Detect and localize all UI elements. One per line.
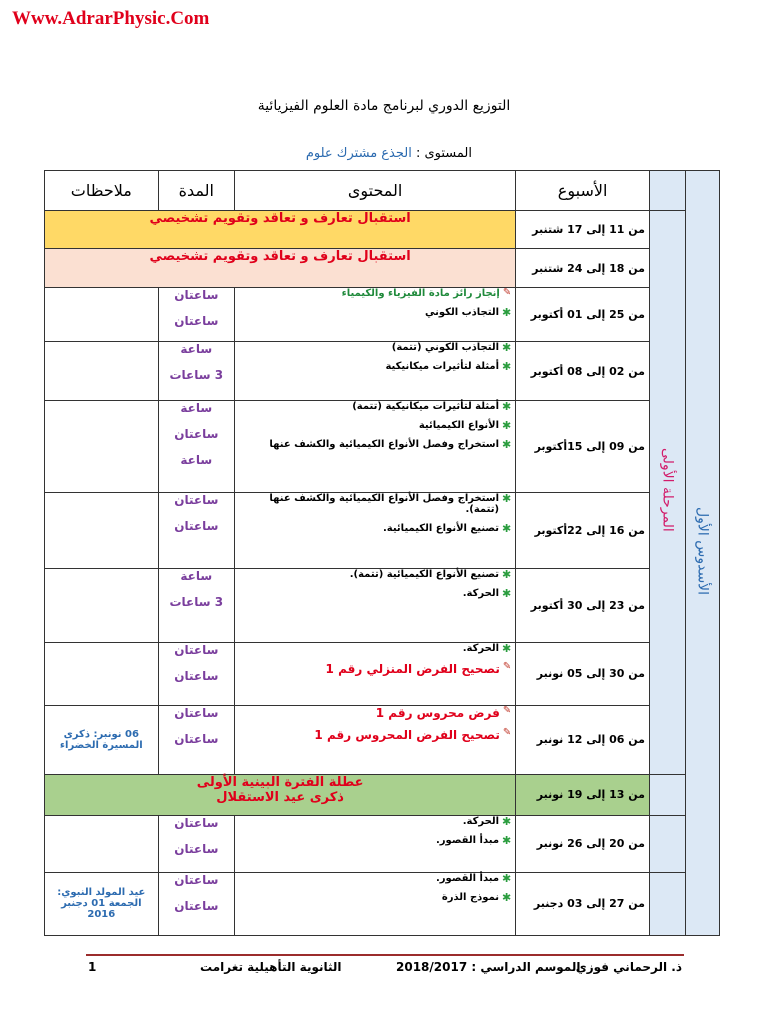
duration-cell: [158, 492, 234, 568]
content-item: [239, 401, 511, 412]
footer-page-number: 1: [88, 960, 97, 974]
notes-cell: [45, 288, 159, 342]
content-cell: [235, 872, 516, 935]
notes-cell: [45, 342, 159, 401]
asterisk-icon: ✱: [502, 587, 512, 601]
content-item-text: مبدأ القصور.: [436, 834, 500, 846]
duration-value: ساعتان: [174, 841, 219, 856]
week-row: [45, 705, 720, 774]
notes-cell: [45, 815, 159, 872]
content-item-text: الأنواع الكيميائية: [418, 420, 500, 432]
header-duration: المدة: [158, 171, 234, 211]
asterisk-icon: ✱: [502, 833, 512, 847]
asterisk-icon: ✱: [502, 568, 512, 582]
content-item: [239, 588, 511, 599]
content-item-text: التجاذب الكوني: [425, 307, 500, 319]
content-item: [239, 420, 511, 431]
week-range: من 25 إلى 01 أكتوبر: [516, 288, 650, 342]
schedule-body: [45, 171, 720, 936]
holiday-line-1: عطلة الفترة البينية الأولى: [196, 774, 364, 790]
notes-cell: [45, 642, 159, 705]
duration-value: 3 ساعات: [169, 368, 224, 383]
week-row: [45, 642, 720, 705]
content-item-text: الحركة.: [462, 588, 500, 600]
duration-value: ساعتان: [174, 492, 219, 507]
content-cell: [235, 569, 516, 642]
content-item-text: استخراج وفصل الأنواع الكيميائية والكشف عنها: [269, 439, 500, 451]
content-item-text: التجاذب الكوني (تتمة): [391, 342, 500, 354]
notes-cell: 06 نونبر: ذكرى المسيرة الخضراء: [45, 705, 159, 774]
header-notes: ملاحظات: [45, 171, 159, 211]
asterisk-icon: ✱: [502, 890, 512, 904]
notes-cell: عيد المولد النبوي: الجمعة 01 دجنبر 2016: [45, 872, 159, 935]
document-title: التوزيع الدوري لبرنامج مادة العلوم الفيزيائية: [257, 98, 511, 114]
banner-row: [45, 249, 720, 288]
content-cell: [235, 642, 516, 705]
content-item-text: نموذج الذرة: [441, 891, 500, 903]
phase-cell: [649, 210, 685, 774]
pencil-icon: ✎: [502, 287, 512, 299]
week-range: من 20 إلى 26 نونبر: [516, 815, 650, 872]
asterisk-icon: ✱: [502, 306, 512, 320]
schedule-table: [44, 170, 720, 936]
level-value: الجذع مشترك علوم: [305, 146, 412, 161]
week-range: من 16 إلى 22أكتوبر: [516, 492, 650, 568]
content-item: [239, 662, 511, 676]
duration-value: ساعتان: [174, 898, 219, 913]
content-item-text: إنجاز رائز مادة الفيزياء والكيمياء: [341, 288, 500, 300]
notes-cell: [45, 569, 159, 642]
duration-cell: [158, 705, 234, 774]
content-item: [239, 342, 511, 353]
content-cell: [235, 815, 516, 872]
content-item: [239, 835, 511, 846]
content-item: [239, 643, 511, 654]
content-item-text: مبدأ القصور.: [436, 872, 500, 884]
footer-school: الثانوية التأهيلية تغرامت: [200, 960, 342, 974]
phase-blank: [649, 815, 685, 872]
week-range: من 13 إلى 19 نونبر: [516, 774, 650, 815]
content-item: [239, 816, 511, 827]
duration-cell: [158, 815, 234, 872]
duration-cell: [158, 342, 234, 401]
duration-value: ساعتان: [174, 705, 219, 720]
asterisk-icon: ✱: [502, 360, 512, 374]
duration-value: ساعتان: [174, 872, 219, 887]
week-range: من 09 إلى 15أكتوبر: [516, 401, 650, 493]
asterisk-icon: ✱: [502, 491, 512, 505]
asterisk-icon: ✱: [502, 400, 512, 414]
duration-value: ساعتان: [174, 288, 219, 303]
duration-value: ساعتان: [174, 427, 219, 442]
banner-text: استقبال تعارف و تعاقد وتقويم تشخيصي: [45, 210, 516, 249]
level-line: [306, 146, 472, 161]
duration-value: ساعة: [180, 569, 213, 584]
content-item-text: أمثلة لتأثيرات ميكانيكية: [385, 361, 500, 373]
banner-text: استقبال تعارف و تعاقد وتقويم تشخيصي: [45, 249, 516, 288]
content-item: [239, 873, 511, 884]
site-link[interactable]: Www.AdrarPhysic.Com: [12, 8, 210, 29]
content-item-text: تصنيع الأنواع الكيميائية.: [382, 522, 500, 534]
duration-cell: [158, 569, 234, 642]
content-item-text: فرض محروس رقم 1: [375, 705, 500, 720]
phase-blank: [649, 872, 685, 935]
week-range: من 11 إلى 17 شتنبر: [516, 210, 650, 249]
content-item: [239, 892, 511, 903]
week-row: [45, 401, 720, 493]
header-week: الأسبوع: [516, 171, 650, 211]
pencil-icon: ✎: [502, 704, 512, 716]
content-item: [239, 288, 511, 299]
duration-cell: [158, 642, 234, 705]
content-cell: [235, 288, 516, 342]
content-item-text: تصنيع الأنواع الكيميائية (تتمة).: [349, 569, 500, 581]
header-row: [45, 171, 720, 211]
pencil-icon: ✎: [502, 660, 512, 672]
week-range: من 06 إلى 12 نونبر: [516, 705, 650, 774]
header-content: المحتوى: [235, 171, 516, 211]
holiday-row: [45, 774, 720, 815]
asterisk-icon: ✱: [502, 814, 512, 828]
content-item: [239, 706, 511, 720]
footer-divider: [86, 954, 684, 956]
banner-row: [45, 210, 720, 249]
week-row: [45, 569, 720, 642]
week-range: من 27 إلى 03 دجنبر: [516, 872, 650, 935]
duration-value: ساعة: [180, 401, 213, 416]
phase-blank: [649, 774, 685, 815]
asterisk-icon: ✱: [502, 521, 512, 535]
holiday-text: [45, 774, 516, 815]
week-range: من 18 إلى 24 شتنبر: [516, 249, 650, 288]
content-cell: [235, 401, 516, 493]
week-row: [45, 492, 720, 568]
content-item: [239, 569, 511, 580]
content-cell: [235, 342, 516, 401]
content-item-text: استخراج وفصل الأنواع الكيميائية والكشف عنها (تتمة).: [269, 492, 500, 515]
duration-value: ساعة: [180, 342, 213, 357]
week-range: من 02 إلى 08 أكتوبر: [516, 342, 650, 401]
pencil-icon: ✎: [502, 726, 512, 738]
duration-cell: [158, 872, 234, 935]
content-item-text: الحركة.: [462, 815, 500, 827]
content-item: [239, 523, 511, 534]
duration-cell: [158, 288, 234, 342]
phase-header-blank: [649, 171, 685, 211]
duration-value: ساعتان: [174, 314, 219, 329]
content-cell: [235, 492, 516, 568]
semester-label: الأسدوس الأول: [694, 506, 711, 596]
asterisk-icon: ✱: [502, 341, 512, 355]
asterisk-icon: ✱: [502, 641, 512, 655]
footer-author: ذ. الرحماني فوزي: [575, 960, 682, 974]
asterisk-icon: ✱: [502, 871, 512, 885]
duration-value: ساعة: [180, 453, 213, 468]
duration-value: ساعتان: [174, 815, 219, 830]
week-row: [45, 342, 720, 401]
content-item-text: الحركة.: [462, 642, 500, 654]
week-row: [45, 288, 720, 342]
holiday-line-2: ذكرى عيد الاستقلال: [216, 789, 344, 805]
level-label: المستوى :: [415, 146, 472, 161]
content-item: [239, 307, 511, 318]
content-item-text: تصحيح الفرض المنزلي رقم 1: [325, 661, 500, 676]
content-item-text: تصحيح الفرض المحروس رقم 1: [314, 727, 500, 742]
content-item-text: أمثلة لتأثيرات ميكانيكية (تتمة): [352, 401, 500, 413]
phase-label: المرحلة الأولى: [659, 448, 676, 533]
asterisk-icon: ✱: [502, 438, 512, 452]
duration-value: ساعتان: [174, 642, 219, 657]
duration-value: 3 ساعات: [169, 595, 224, 610]
week-range: من 30 إلى 05 نونبر: [516, 642, 650, 705]
footer-season: الموسم الدراسي : 2018/2017: [396, 960, 581, 974]
week-row: [45, 815, 720, 872]
content-item: [239, 439, 511, 450]
duration-cell: [158, 401, 234, 493]
content-item: [239, 728, 511, 742]
duration-value: ساعتان: [174, 518, 219, 533]
notes-cell: [45, 492, 159, 568]
asterisk-icon: ✱: [502, 419, 512, 433]
week-range: من 23 إلى 30 أكتوبر: [516, 569, 650, 642]
week-row: [45, 872, 720, 935]
duration-value: ساعتان: [174, 731, 219, 746]
semester-cell: [686, 171, 720, 936]
notes-cell: [45, 401, 159, 493]
content-item: [239, 493, 511, 515]
duration-value: ساعتان: [174, 668, 219, 683]
content-cell: [235, 705, 516, 774]
content-item: [239, 361, 511, 372]
